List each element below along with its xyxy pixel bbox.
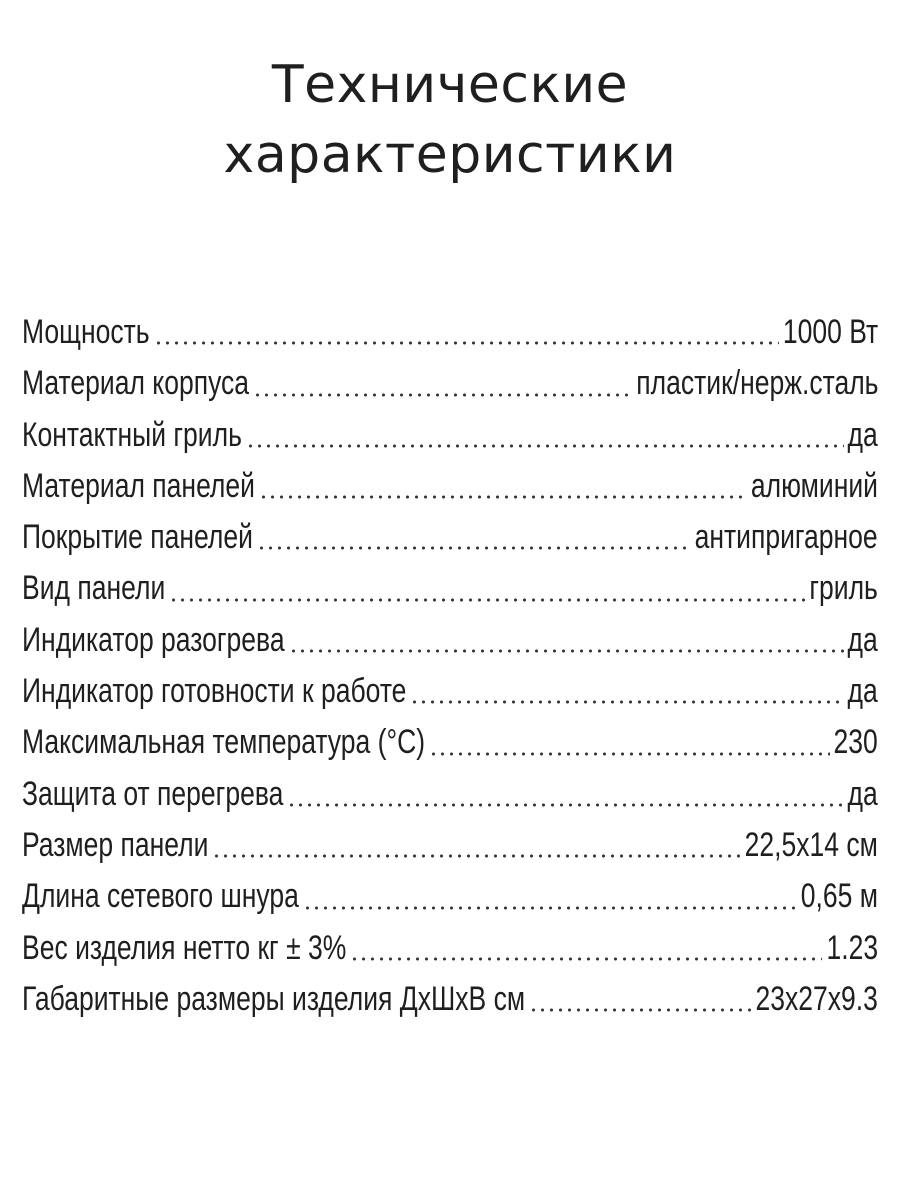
spec-row-body-material: [22, 358, 878, 409]
spec-value: гриль: [809, 569, 878, 608]
spec-label: Вес изделия нетто кг ± 3%: [22, 928, 347, 967]
spec-value: 230: [833, 723, 878, 762]
dot-leader: [287, 803, 843, 807]
spec-label: Защита от перегрева: [22, 774, 284, 813]
spec-row-contact-grill: [22, 410, 878, 461]
dot-leader: [529, 1008, 752, 1012]
spec-label: Контактный гриль: [22, 415, 242, 454]
spec-label: Длина сетевого шнура: [22, 877, 299, 916]
spec-label: Индикатор готовности к работе: [22, 672, 407, 711]
spec-row-panel-coating: [22, 512, 878, 563]
spec-value: 0,65 м: [800, 877, 878, 916]
spec-label: Вид панели: [22, 569, 166, 608]
dot-leader: [289, 649, 844, 653]
page-title-line-1: Технические: [271, 55, 629, 115]
spec-value: алюминий: [750, 466, 878, 505]
spec-label: Максимальная температура (°С): [22, 723, 426, 762]
dot-leader: [154, 341, 779, 345]
dot-leader: [253, 393, 632, 397]
page-title-line-2: характеристики: [223, 125, 677, 185]
spec-value: да: [847, 620, 878, 659]
page-title: [0, 50, 900, 190]
dot-leader: [257, 546, 691, 550]
spec-value: да: [847, 672, 878, 711]
dot-leader: [410, 700, 843, 704]
spec-row-panel-material: [22, 461, 878, 512]
spec-value: 1.23: [826, 928, 878, 967]
spec-row-cord-length: [22, 871, 878, 922]
spec-row-heat-indicator: [22, 615, 878, 666]
spec-row-panel-type: [22, 563, 878, 614]
spec-row-max-temperature: [22, 717, 878, 768]
spec-label: Материал панелей: [22, 466, 255, 505]
spec-list: [22, 307, 878, 1025]
spec-row-panel-size: [22, 820, 878, 871]
spec-value: да: [847, 774, 878, 813]
spec-value: 1000 Вт: [782, 313, 878, 351]
spec-row-net-weight: [22, 923, 878, 974]
dot-leader: [212, 854, 740, 858]
spec-label: Индикатор разогрева: [22, 620, 285, 659]
spec-row-overheat-protection: [22, 769, 878, 820]
spec-value: 22,5х14 см: [744, 825, 878, 864]
dot-leader: [169, 598, 805, 602]
spec-label: Мощность: [22, 313, 150, 351]
spec-value: пластик/нерж.сталь: [635, 364, 878, 403]
spec-label: Размер панели: [22, 825, 209, 864]
spec-value: антипригарное: [694, 518, 878, 557]
spec-value: да: [847, 415, 878, 454]
spec-label: Материал корпуса: [22, 364, 250, 403]
dot-leader: [429, 752, 830, 756]
dot-leader: [259, 495, 747, 499]
dot-leader: [303, 906, 797, 910]
spec-label: Покрытие панелей: [22, 518, 253, 557]
spec-label: Габаритные размеры изделия ДхШхВ см: [22, 979, 526, 1018]
spec-value: 23х27х9.3: [755, 979, 878, 1018]
spec-row-power: [22, 307, 878, 358]
dot-leader: [350, 957, 822, 961]
spec-row-ready-indicator: [22, 666, 878, 717]
spec-row-dimensions: [22, 974, 878, 1025]
dot-leader: [246, 444, 844, 448]
